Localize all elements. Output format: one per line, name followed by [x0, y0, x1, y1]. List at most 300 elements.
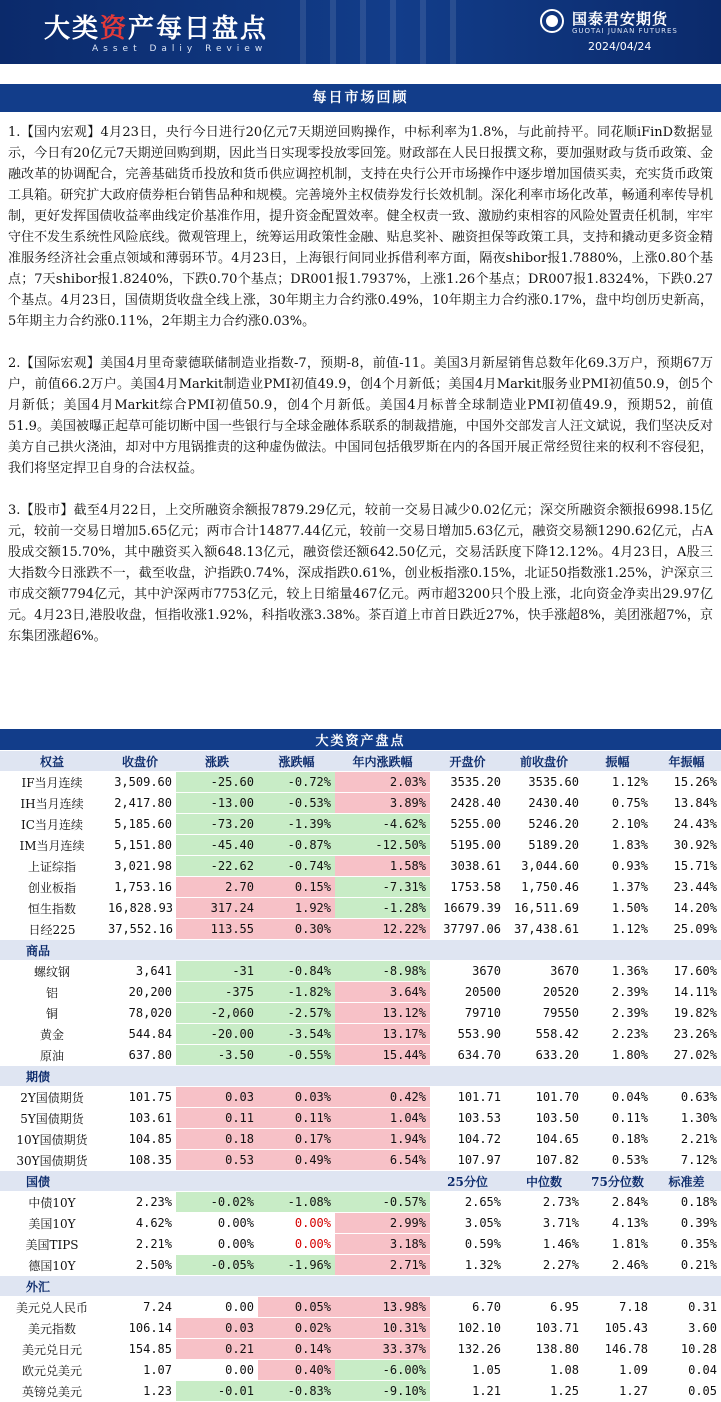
table-row	[0, 772, 721, 793]
report-subtitle: Asset Daliy Review	[92, 44, 268, 54]
table-cell: 0.49%	[258, 1150, 335, 1171]
table-row	[0, 1318, 721, 1339]
table-cell: 20,200	[104, 982, 176, 1003]
table-cell: 12.22%	[335, 919, 430, 940]
report-date: 2024/04/24	[588, 40, 652, 53]
table-cell: 0.11	[176, 1108, 258, 1129]
table-cell: 1.46%	[505, 1234, 583, 1255]
asset-name: 欧元兑美元	[0, 1360, 104, 1381]
table-row	[0, 1024, 721, 1045]
table-cell: -0.01	[176, 1381, 258, 1402]
table-cell: 0.75%	[583, 793, 652, 814]
table-cell: -0.87%	[258, 835, 335, 856]
table-cell: 634.70	[430, 1045, 505, 1066]
table-cell: 2.99%	[335, 1213, 430, 1234]
table-row	[0, 1045, 721, 1066]
table-cell: 1,750.46	[505, 877, 583, 898]
table-cell: 2.39%	[583, 1003, 652, 1024]
column-header: 收盘价	[104, 751, 176, 772]
table-cell: 7.12%	[652, 1150, 721, 1171]
table-cell: 0.05%	[258, 1297, 335, 1318]
table-cell: 16,511.69	[505, 898, 583, 919]
table-cell: 1.30%	[652, 1108, 721, 1129]
table-cell: -12.50%	[335, 835, 430, 856]
table-cell: 23.26%	[652, 1024, 721, 1045]
table-cell: -0.02%	[176, 1192, 258, 1213]
table-cell: 3,509.60	[104, 772, 176, 793]
table-cell: -7.31%	[335, 877, 430, 898]
table-cell: 4.62%	[104, 1213, 176, 1234]
table-cell: 0.14%	[258, 1339, 335, 1360]
table-cell: 19.82%	[652, 1003, 721, 1024]
table-cell: 2.71%	[335, 1255, 430, 1276]
table-cell: 0.11%	[258, 1108, 335, 1129]
table-row	[0, 1003, 721, 1024]
table-cell: 105.43	[583, 1318, 652, 1339]
table-cell: 138.80	[505, 1339, 583, 1360]
table-cell: -1.28%	[335, 898, 430, 919]
table-cell: 637.80	[104, 1045, 176, 1066]
paragraph-international-macro: 2.【国际宏观】美国4月里奇蒙德联储制造业指数-7，预期-8，前值-11。美国3月新屋销售总数年化69.3万户，预期67万户，前值66.2万户。美国4月Markit制造业PMI初值49.9，创4个月新低；美国4月Markit服务业PMI初值50.9，创5个月新低；美国4月Markit综合PMI初值50.9，创4个月新低。美国4月标普全球制造业PMI初值49.9，预期52，前值51.9。美国被曝正起草可能切断中国一些银行与全球金融体系联系的制裁措施，中国外交部发言人汪文斌说，我们坚决反对美方自己拱火浇油，却对中方甩锅推责的这种虚伪做法。中国同包括俄罗斯在内的各国开展正常经贸往来的权利不容侵犯，我们将坚定捍卫自身的合法权益。	[8, 356, 713, 476]
table-cell: 0.53%	[583, 1150, 652, 1171]
section-row	[0, 1171, 721, 1192]
table-cell: 0.04	[652, 1360, 721, 1381]
asset-name: 日经225	[0, 919, 104, 940]
table-cell: 0.00%	[258, 1213, 335, 1234]
asset-summary-table	[0, 729, 721, 1402]
asset-name: 美元兑日元	[0, 1339, 104, 1360]
table-cell: -13.00	[176, 793, 258, 814]
column-header: 振幅	[583, 751, 652, 772]
table-cell: 1.94%	[335, 1129, 430, 1150]
table-cell: 0.04%	[583, 1087, 652, 1108]
section-label: 期债	[0, 1066, 721, 1087]
table-cell: 13.17%	[335, 1024, 430, 1045]
table-cell: 2,417.80	[104, 793, 176, 814]
table-title-row	[0, 729, 721, 751]
table-cell: 6.70	[430, 1297, 505, 1318]
table-cell: 5189.20	[505, 835, 583, 856]
asset-name: 美国TIPS	[0, 1234, 104, 1255]
table-cell: 14.20%	[652, 898, 721, 919]
table-cell: 79710	[430, 1003, 505, 1024]
asset-name: IM当月连续	[0, 835, 104, 856]
asset-name: 螺纹钢	[0, 961, 104, 982]
company-logo-icon	[540, 9, 564, 33]
table-cell: 1.07	[104, 1360, 176, 1381]
table-cell: 0.53	[176, 1150, 258, 1171]
table-cell: -0.05%	[176, 1255, 258, 1276]
table-cell: 1.12%	[583, 772, 652, 793]
table-cell: -31	[176, 961, 258, 982]
table-cell: -45.40	[176, 835, 258, 856]
table-cell: 2.10%	[583, 814, 652, 835]
table-row	[0, 877, 721, 898]
table-cell: 0.00%	[258, 1234, 335, 1255]
table-cell: 1.27	[583, 1381, 652, 1402]
table-cell: 1.32%	[430, 1255, 505, 1276]
table-cell: 0.00	[176, 1360, 258, 1381]
table-cell: 0.63%	[652, 1087, 721, 1108]
asset-name: 中债10Y	[0, 1192, 104, 1213]
table-cell: 0.40%	[258, 1360, 335, 1381]
table-cell: 3.05%	[430, 1213, 505, 1234]
table-cell: 2.03%	[335, 772, 430, 793]
table-cell: 0.18	[176, 1129, 258, 1150]
asset-name: 30Y国债期货	[0, 1150, 104, 1171]
table-cell: 5,185.60	[104, 814, 176, 835]
table-cell: 0.17%	[258, 1129, 335, 1150]
table-cell: 2.73%	[505, 1192, 583, 1213]
table-cell: 2.21%	[104, 1234, 176, 1255]
table-cell: 103.71	[505, 1318, 583, 1339]
table-cell: 0.21	[176, 1339, 258, 1360]
table-row	[0, 1255, 721, 1276]
table-cell: -0.55%	[258, 1045, 335, 1066]
banner-decoration	[420, 0, 426, 64]
table-cell: 3.18%	[335, 1234, 430, 1255]
table-cell: 0.30%	[258, 919, 335, 940]
table-cell: 2.23%	[583, 1024, 652, 1045]
table-cell: -2,060	[176, 1003, 258, 1024]
column-header: 涨跌幅	[258, 751, 335, 772]
section-row	[0, 1066, 721, 1087]
table-cell: 23.44%	[652, 877, 721, 898]
asset-name: 铜	[0, 1003, 104, 1024]
table-cell: 3.64%	[335, 982, 430, 1003]
section-row	[0, 1276, 721, 1297]
table-cell: 79550	[505, 1003, 583, 1024]
column-header: 中位数	[505, 1171, 583, 1192]
table-cell: 3,641	[104, 961, 176, 982]
table-cell: 0.05	[652, 1381, 721, 1402]
asset-name: 美元指数	[0, 1318, 104, 1339]
table-cell: 101.71	[430, 1087, 505, 1108]
table-cell: 103.61	[104, 1108, 176, 1129]
table-cell: -375	[176, 982, 258, 1003]
table-row	[0, 835, 721, 856]
table-cell: 10.28	[652, 1339, 721, 1360]
asset-name: 创业板指	[0, 877, 104, 898]
table-cell: 30.92%	[652, 835, 721, 856]
table-cell: 5246.20	[505, 814, 583, 835]
table-row	[0, 1360, 721, 1381]
table-cell: 0.00%	[176, 1213, 258, 1234]
asset-name: 10Y国债期货	[0, 1129, 104, 1150]
asset-name: 美元兑人民币	[0, 1297, 104, 1318]
table-cell: 33.37%	[335, 1339, 430, 1360]
table-cell: 37,438.61	[505, 919, 583, 940]
table-cell: 2.50%	[104, 1255, 176, 1276]
table-cell: 20500	[430, 982, 505, 1003]
column-header: 权益	[0, 751, 104, 772]
table-cell: -1.96%	[258, 1255, 335, 1276]
table-cell: 544.84	[104, 1024, 176, 1045]
table-row	[0, 1087, 721, 1108]
table-cell: 6.95	[505, 1297, 583, 1318]
table-row	[0, 1108, 721, 1129]
table-cell: 107.82	[505, 1150, 583, 1171]
table-cell: 16679.39	[430, 898, 505, 919]
table-title: 大类资产盘点	[0, 729, 721, 751]
table-cell: -2.57%	[258, 1003, 335, 1024]
table-cell: -6.00%	[335, 1360, 430, 1381]
table-row	[0, 1339, 721, 1360]
table-cell: 1.36%	[583, 961, 652, 982]
table-cell: 0.15%	[258, 877, 335, 898]
table-cell: 106.14	[104, 1318, 176, 1339]
table-cell: 103.50	[505, 1108, 583, 1129]
table-cell: 0.18%	[652, 1192, 721, 1213]
table-cell: 104.65	[505, 1129, 583, 1150]
table-cell: 1.58%	[335, 856, 430, 877]
table-cell: 104.85	[104, 1129, 176, 1150]
asset-name: 德国10Y	[0, 1255, 104, 1276]
table-cell: 1.92%	[258, 898, 335, 919]
table-cell: 5255.00	[430, 814, 505, 835]
table-cell: 0.35%	[652, 1234, 721, 1255]
report-title: 大类资产每日盘点	[44, 14, 269, 44]
table-cell: 5,151.80	[104, 835, 176, 856]
table-cell: 1.09	[583, 1360, 652, 1381]
table-cell: 558.42	[505, 1024, 583, 1045]
table-cell: -20.00	[176, 1024, 258, 1045]
table-cell: 3.71%	[505, 1213, 583, 1234]
table-cell: 3,021.98	[104, 856, 176, 877]
table-row	[0, 814, 721, 835]
section-title-review: 每日市场回顾	[0, 84, 721, 112]
table-cell: 103.53	[430, 1108, 505, 1129]
table-cell: 2.39%	[583, 982, 652, 1003]
table-row	[0, 982, 721, 1003]
table-cell: 17.60%	[652, 961, 721, 982]
table-cell: 0.00	[176, 1297, 258, 1318]
table-cell: -25.60	[176, 772, 258, 793]
table-cell: -0.74%	[258, 856, 335, 877]
table-cell: 1.21	[430, 1381, 505, 1402]
table-cell: 1.83%	[583, 835, 652, 856]
table-cell: 0.02%	[258, 1318, 335, 1339]
table-cell: 24.43%	[652, 814, 721, 835]
table-cell: -9.10%	[335, 1381, 430, 1402]
table-cell: 3535.20	[430, 772, 505, 793]
table-cell: -0.83%	[258, 1381, 335, 1402]
table-cell: 154.85	[104, 1339, 176, 1360]
table-cell: 16,828.93	[104, 898, 176, 919]
banner-decoration	[300, 0, 306, 64]
table-cell: 0.03	[176, 1087, 258, 1108]
table-cell: 0.21%	[652, 1255, 721, 1276]
table-cell: -0.84%	[258, 961, 335, 982]
table-row	[0, 1150, 721, 1171]
table-row	[0, 1381, 721, 1402]
table-cell: 6.54%	[335, 1150, 430, 1171]
table-cell: 1.50%	[583, 898, 652, 919]
table-cell: 0.42%	[335, 1087, 430, 1108]
table-cell: -1.39%	[258, 814, 335, 835]
table-cell: 3670	[430, 961, 505, 982]
column-header: 年振幅	[652, 751, 721, 772]
table-cell: 101.75	[104, 1087, 176, 1108]
column-header: 开盘价	[430, 751, 505, 772]
table-cell: 13.98%	[335, 1297, 430, 1318]
table-cell: 3535.60	[505, 772, 583, 793]
table-cell: 113.55	[176, 919, 258, 940]
table-cell: -0.72%	[258, 772, 335, 793]
banner-decoration	[360, 0, 366, 64]
table-cell: 0.03%	[258, 1087, 335, 1108]
table-row	[0, 898, 721, 919]
table-row	[0, 856, 721, 877]
asset-name: 原油	[0, 1045, 104, 1066]
banner-decoration	[330, 0, 336, 64]
table-cell: 1753.58	[430, 877, 505, 898]
table-cell: 15.44%	[335, 1045, 430, 1066]
table-cell: 1.08	[505, 1360, 583, 1381]
table-cell: 13.12%	[335, 1003, 430, 1024]
table-cell: 2430.40	[505, 793, 583, 814]
table-cell: -22.62	[176, 856, 258, 877]
column-header: 25分位	[430, 1171, 505, 1192]
table-row	[0, 1192, 721, 1213]
asset-name: 5Y国债期货	[0, 1108, 104, 1129]
table-cell: 0.11%	[583, 1108, 652, 1129]
asset-name: IC当月连续	[0, 814, 104, 835]
table-cell: -73.20	[176, 814, 258, 835]
table-row	[0, 1213, 721, 1234]
section-label: 国债	[0, 1171, 430, 1192]
table-cell: 132.26	[430, 1339, 505, 1360]
company-name: 国泰君安期货	[572, 10, 669, 28]
review-body	[0, 122, 721, 647]
column-header: 涨跌	[176, 751, 258, 772]
table-cell: 2428.40	[430, 793, 505, 814]
table-cell: 2.70	[176, 877, 258, 898]
table-cell: 3,044.60	[505, 856, 583, 877]
table-cell: 1.80%	[583, 1045, 652, 1066]
column-header: 标准差	[652, 1171, 721, 1192]
table-cell: -4.62%	[335, 814, 430, 835]
table-header-row	[0, 751, 721, 772]
table-cell: 0.59%	[430, 1234, 505, 1255]
banner-decoration	[450, 0, 456, 64]
table-cell: -1.82%	[258, 982, 335, 1003]
table-cell: 37797.06	[430, 919, 505, 940]
table-cell: 2.21%	[652, 1129, 721, 1150]
table-cell: -3.50	[176, 1045, 258, 1066]
table-cell: 2.46%	[583, 1255, 652, 1276]
table-cell: 1.25	[505, 1381, 583, 1402]
table-cell: -8.98%	[335, 961, 430, 982]
section-label: 外汇	[0, 1276, 721, 1297]
table-cell: 78,020	[104, 1003, 176, 1024]
table-cell: 15.71%	[652, 856, 721, 877]
table-cell: 1.12%	[583, 919, 652, 940]
asset-name: 美国10Y	[0, 1213, 104, 1234]
table-cell: -1.08%	[258, 1192, 335, 1213]
table-cell: 0.03	[176, 1318, 258, 1339]
table-cell: 0.93%	[583, 856, 652, 877]
table-cell: 3.60	[652, 1318, 721, 1339]
table-row	[0, 1129, 721, 1150]
asset-name: 2Y国债期货	[0, 1087, 104, 1108]
table-cell: 101.70	[505, 1087, 583, 1108]
column-header: 前收盘价	[505, 751, 583, 772]
table-cell: 13.84%	[652, 793, 721, 814]
table-cell: 317.24	[176, 898, 258, 919]
table-row	[0, 919, 721, 940]
table-cell: 14.11%	[652, 982, 721, 1003]
asset-name: 英镑兑美元	[0, 1381, 104, 1402]
table-cell: 1.37%	[583, 877, 652, 898]
table-cell: 2.84%	[583, 1192, 652, 1213]
banner-decoration	[390, 0, 396, 64]
table-cell: -0.57%	[335, 1192, 430, 1213]
asset-name: 黄金	[0, 1024, 104, 1045]
table-cell: 15.26%	[652, 772, 721, 793]
table-cell: 4.13%	[583, 1213, 652, 1234]
table-cell: 0.18%	[583, 1129, 652, 1150]
asset-name: 恒生指数	[0, 898, 104, 919]
table-cell: 1,753.16	[104, 877, 176, 898]
table-cell: 0.00%	[176, 1234, 258, 1255]
table-cell: 1.23	[104, 1381, 176, 1402]
table-cell: 27.02%	[652, 1045, 721, 1066]
table-cell: 37,552.16	[104, 919, 176, 940]
column-header: 年内涨跌幅	[335, 751, 430, 772]
table-cell: 10.31%	[335, 1318, 430, 1339]
table-cell: 3670	[505, 961, 583, 982]
header-banner	[0, 0, 721, 64]
table-cell: 1.81%	[583, 1234, 652, 1255]
company-name-en: GUOTAI JUNAN FUTURES	[572, 27, 678, 35]
table-cell: 2.65%	[430, 1192, 505, 1213]
column-header: 75分位数	[583, 1171, 652, 1192]
table-row	[0, 961, 721, 982]
table-cell: 1.05	[430, 1360, 505, 1381]
section-row	[0, 940, 721, 961]
section-label: 商品	[0, 940, 721, 961]
table-row	[0, 1297, 721, 1318]
table-cell: 7.18	[583, 1297, 652, 1318]
table-cell: 2.23%	[104, 1192, 176, 1213]
asset-name: IH当月连续	[0, 793, 104, 814]
table-cell: 108.35	[104, 1150, 176, 1171]
asset-name: 铝	[0, 982, 104, 1003]
table-cell: 7.24	[104, 1297, 176, 1318]
table-cell: 553.90	[430, 1024, 505, 1045]
asset-name: 上证综指	[0, 856, 104, 877]
paragraph-domestic-macro: 1.【国内宏观】4月23日，央行今日进行20亿元7天期逆回购操作，中标利率为1.8%，与此前持平。同花顺iFinD数据显示，今日有20亿元7天期逆回购到期，因此当日实现零投放零回笼。财政部在人民日报撰文称，要加强财政与货币政策、金融改革的协调配合，完善基础货币投放和货币供应调控机制，支持在央行公开市场操作中逐步增加国债买卖，充实货币政策工具箱。研究扩大政府债券柜台销售品种和规模。完善境外主权债券发行长效机制。深化利率市场化改革，畅通利率传导机制，更好发挥国债收益率曲线定价基准作用，提升资金配置效率。健全权责一致、激励约束相容的风险处置责任机制，牢牢守住不发生系统性风险底线。微观管理上，统筹运用政策性金融、贴息奖补、融资担保等政策工具，支持和撬动更多资金精准服务经济社会重点领域和薄弱环节。4月23日，上海银行间同业拆借利率方面，隔夜shibor报1.7880%，上涨0.80个基点；7天shibor报1.8240%，下跌0.70个基点；DR001报1.7937%，上涨1.26个基点；DR007报1.8324%，下跌0.27个基点。4月23日，国债期货收盘全线上涨，30年期主力合约涨0.49%，10年期主力合约涨0.17%，盘中均创历史新高，5年期主力合约涨0.11%，2年期主力合约涨0.03%。	[8, 125, 713, 329]
table-cell: 0.31	[652, 1297, 721, 1318]
table-cell: 104.72	[430, 1129, 505, 1150]
table-cell: 102.10	[430, 1318, 505, 1339]
table-cell: -3.54%	[258, 1024, 335, 1045]
table-cell: 20520	[505, 982, 583, 1003]
table-cell: 146.78	[583, 1339, 652, 1360]
asset-name: IF当月连续	[0, 772, 104, 793]
table-cell: 0.39%	[652, 1213, 721, 1234]
table-row	[0, 1234, 721, 1255]
paragraph-stock-market: 3.【股市】截至4月22日，上交所融资余额报7879.29亿元，较前一交易日减少0.02亿元；深交所融资余额报6998.15亿元，较前一交易日增加5.65亿元；两市合计14877.44亿元，较前一交易日增加5.63亿元，融资交易额1290.62亿元，占A股成交额15.70%，其中融资买入额648.13亿元，融资偿还额642.50亿元，交易活跃度下降12.12%。4月23日，A股三大指数今日涨跌不一，截至收盘，沪指跌0.74%，深成指跌0.61%，创业板指涨0.15%，北证50指数涨1.25%，沪深京三市成交额7794亿元，其中沪深两市7753亿元，较上日缩量467亿元。两市超3200只个股上涨，北向资金净卖出29.97亿元。4月23日,港股收盘，恒指收涨1.92%，科指收涨3.38%。茶百道上市首日跌近27%，快手涨超8%，美团涨超7%，京东集团涨超6%。	[8, 503, 713, 644]
table-cell: 25.09%	[652, 919, 721, 940]
table-cell: 5195.00	[430, 835, 505, 856]
table-cell: -0.53%	[258, 793, 335, 814]
table-cell: 1.04%	[335, 1108, 430, 1129]
table-cell: 3038.61	[430, 856, 505, 877]
table-cell: 107.97	[430, 1150, 505, 1171]
table-cell: 633.20	[505, 1045, 583, 1066]
